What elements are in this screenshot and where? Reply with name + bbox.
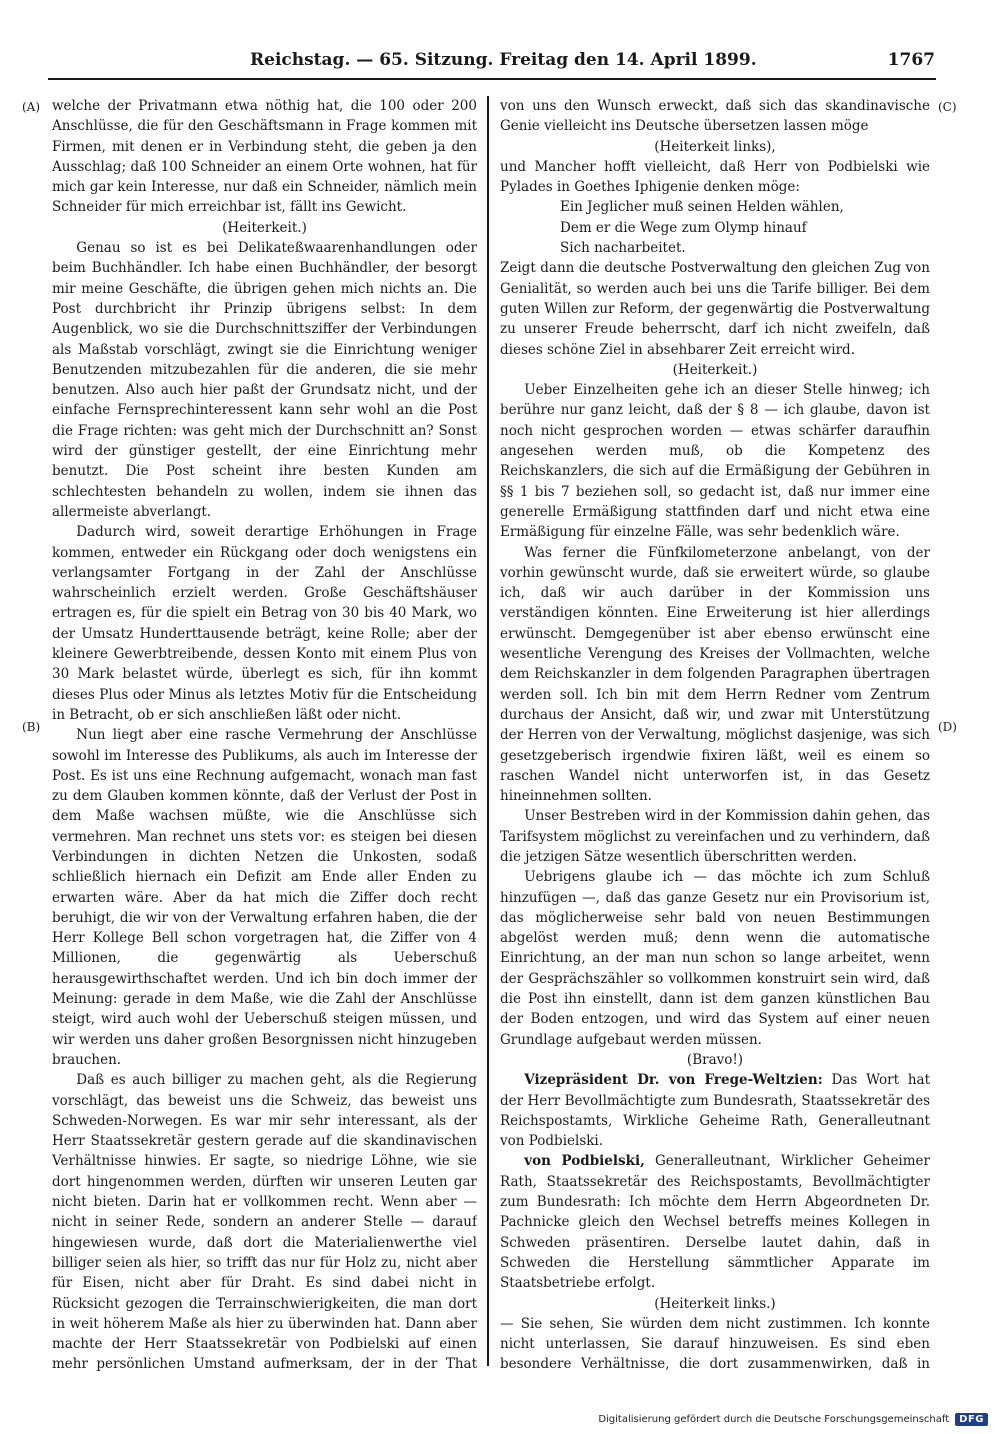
column-divider — [487, 96, 489, 1366]
paragraph: Dadurch wird, soweit derartige Erhöhungen in Frage kommen, entweder ein Rückgang oder doch wenigstens ein verlangsamter Fortgang in der Zahl der Anschlüsse wahrscheinlich erzielt werden. Große Geschäftshäuser ertragen es, für die spielt ein Betrag von 30 bis 40 Mark, wo der Umsatz Hunderttausende beträgt, keine Rolle; aber der kleinere Gewerbtreibende, dessen Konto mit einem Plus von 30 Mark belastet würde, überlegt es sich, für ihn kommt dieses Plus oder Minus als letztes Motiv für die Entscheidung in Betracht, ob er sich anschließen läßt oder nicht. — [52, 524, 477, 723]
margin-marker-a: (A) — [22, 100, 41, 114]
header-title: Reichstag. — 65. Sitzung. Freitag den 14. April 1899. — [250, 50, 757, 70]
footer-credit: Digitalisierung gefördert durch die Deutsche Forschungsgemeinschaft — [598, 1413, 950, 1425]
margin-marker-b: (B) — [22, 720, 41, 734]
stage-direction: (Heiterkeit links.) — [654, 1295, 776, 1312]
verse-line: Dem er die Wege zum Olymp hinauf — [560, 219, 807, 236]
dfg-logo: DFG — [955, 1413, 988, 1426]
paragraph: Genau so ist es bei Delikateßwaarenhandlungen oder beim Buchhändler. Ich habe einen Buchhändler, der besorgt mir meine Geschäfte, die übrigen gehen mich nichts an. Die Post durchbricht ihr Prinzip übrigens selbst: In dem Augenblick, wo sie die Durchschnittsziffer der Verbindungen als Maßstab vorschlägt, zwingt sie die Einrichtung weniger Benutzenden mitzubezahlen für die anderen, die sie mehr benutzen. Also auch hier paßt der Grundsatz nicht, und der einfache Fernsprechinteressent kann sehr wohl an die Post die Frage richten: was geht mich der Durchschnitt an? Sonst wird der günstiger gestellt, der eine Einrichtung mehr benutzt. Die Post scheint ihre besten Kunden am schlechtesten behandeln zu wollen, indem sie ihnen das allermeiste abverlangt. — [52, 240, 477, 520]
verse-line: Sich nacharbeitet. — [560, 240, 686, 257]
paragraph: Was ferner die Fünfkilometerzone anbelangt, von der vorhin gewünscht wurde, daß sie erweitert würde, so glaube ich, daß wir auch darüber in der Kommission uns verständigen könnten. Eine Erweiterung ist hier allerdings erwünscht. Demgegenüber ist aber ebenso erwünscht eine wesentliche Verengung des Kreises der Vollmachten, welche dem Reichskanzler in dem folgenden Paragraphen übertragen werden soll. Ich bin mit dem Herrn Redner vom Zentrum durchaus der Ansicht, daß wir, und zwar mit Unterstützung der Herren von der Verwaltung, möglichst dasjenige, was sich gesetzgeberisch irgendwie fixiren läßt, weil es einem so raschen Wandel nicht unterworfen ist, in das Gesetz hineinnehmen sollten. — [500, 544, 930, 805]
paragraph: Ueber Einzelheiten gehe ich an dieser Stelle hinweg; ich berühre nur ganz leicht, daß der § 8 — ich glaube, davon ist noch nicht gesprochen worden — etwas schärfer daraufhin angesehen werden muß, ob die Kompetenz des Reichskanzlers, die sich auf die Ermäßigung der Gebühren in §§ 1 bis 7 beziehen soll, so gedacht ist, daß nur immer eine generelle Ermäßigung stattfinden darf und nicht etwa eine Ermäßigung für einzelne Fälle, was sehr bedenklich wäre. — [500, 382, 930, 541]
speaker-text: Das Wort hat der Herr Bevollmächtigte zum Bundesrath, Staatssekretär des Reichspostamts, Wirkliche Geheime Rath, Generalleutnant von Podbielski. — [500, 1072, 930, 1150]
paragraph: und Mancher hofft vielleicht, daß Herr von Podbielski wie Pylades in Goethes Iphigenie denken möge: — [500, 158, 930, 196]
paragraph: Uebrigens glaube ich — das möchte ich zum Schluß hinzufügen —, daß das ganze Gesetz nur ein Provisorium ist, das möglicherweise sehr bald von neuen Bestimmungen abgelöst werden muß; denn wenn die automatische Einrichtung, an der man nun schon so lange arbeitet, wenn der Gesprächszähler so vollkommen konstruirt sein wird, daß die Post ihn einstellt, dann ist dem ganzen künstlichen Bau der Boden entzogen, und wird das System auf einer neuen Grundlage aufgebaut werden müssen. — [500, 869, 930, 1048]
right-column — [500, 96, 930, 1371]
page-number: 1767 — [887, 50, 935, 70]
page-footer — [598, 1410, 988, 1428]
page-header — [250, 50, 935, 78]
stage-direction: (Heiterkeit.) — [672, 361, 758, 378]
paragraph: Daß es auch billiger zu machen geht, als die Regierung vorschlägt, das beweist uns die Schweiz, das beweist uns Schweden-Norwegen. Es war mir sehr interessant, als der Herr Staatssekretär gestern gerade auf die skandinavischen Verhältnisse hinwies. Er sagte, so niedrige Löhne, wie sie dort hingenommen werden, dürften wir unseren Leuten gar nicht bieten. Darin hat er vollkommen recht. Wenn aber — nicht in seiner Rede, sondern an anderer Stelle — darauf hingewiesen wurde, daß dort die Materialienwerthe viel billiger seien als hier, so trifft das nur für Holz zu, nicht aber für Eisen, nicht aber für Draht. Es sind dabei nicht in Rücksicht gezogen die Terrainschwierigkeiten, die man dort in weit höherem Maße als hier zu überwinden hat. Dann aber machte der Herr Staatssekretär von Podbielski auf einen mehr persönlichen Umstand aufmerksam, der in der That — [52, 1072, 477, 1371]
left-column — [52, 96, 477, 1371]
speaker-paragraph — [500, 1151, 930, 1293]
paragraph: — Sie sehen, Sie würden dem nicht zustimmen. Ich konnte nicht unterlassen, Sie darauf hinzuweisen. Es sind eben besondere Verhältnisse, die dort zusammenwirken, daß in — [500, 1315, 930, 1371]
paragraph: Zeigt dann die deutsche Postverwaltung den gleichen Zug von Genialität, so werden auch bei uns die Tarife billiger. Bei dem guten Willen zur Reform, der gegenwärtig die Postverwaltung zu unserer Freude beherrscht, darf ich nicht zweifeln, daß dieses schöne Ziel in absehbarer Zeit erreicht wird. — [500, 260, 930, 358]
paragraph: Unser Bestreben wird in der Kommission dahin gehen, das Tarifsystem möglichst zu vereinfachen und zu verhindern, daß die jetzigen Sätze wesentlich überschritten werden. — [500, 808, 930, 865]
speaker-name: Vizepräsident Dr. von Frege-Weltzien: — [524, 1072, 823, 1089]
stage-direction: (Bravo!) — [686, 1051, 744, 1068]
margin-marker-d: (D) — [938, 720, 957, 734]
speaker-name: von Podbielski, — [524, 1153, 645, 1170]
margin-marker-c: (C) — [938, 100, 957, 114]
stage-direction: (Heiterkeit.) — [222, 219, 307, 236]
header-rule — [48, 78, 936, 80]
speaker-text: Generalleutnant, Wirklicher Geheimer Rath, Staatssekretär des Reichspostamts, Bevollmächtigter zum Bundesrath: Ich möchte dem Herrn Abgeordneten Dr. Pachnicke gleich den Wechsel betreffs meines Kollegen in Schweden präsentiren. Derselbe lautet dahin, daß in Schweden die Herstellung sämmtlicher Apparate im Staatsbetriebe erfolgt. — [500, 1153, 930, 1292]
verse-line: Ein Jeglicher muß seinen Helden wählen, — [560, 199, 844, 216]
stage-direction: (Heiterkeit links), — [654, 138, 776, 155]
paragraph: von uns den Wunsch erweckt, daß sich das skandinavische Genie vielleicht ins Deutsche übersetzen lassen möge — [500, 98, 930, 135]
speaker-paragraph — [500, 1070, 930, 1151]
paragraph: Nun liegt aber eine rasche Vermehrung der Anschlüsse sowohl im Interesse des Publikums, als auch im Interesse der Post. Es ist uns eine Rechnung aufgemacht, wonach man fast zu dem Glauben kommen könnte, daß der Verlust der Post in dem Maße wachsen müßte, wie die Anschlüsse sich vermehren. Man rechnet uns stets vor: es steigen bei diesen Verbindungen in dichten Netzen die Unkosten, sodaß schließlich hiernach ein Defizit am Ende aller Enden zu erwarten wäre. Aber da hat mich die Ziffer doch recht beruhigt, die wir von der Verwaltung erfahren haben, die der Herr Kollege Bell schon vorgetragen hat, die Ziffer von 4 Millionen, die gegenwärtig als Ueberschuß herausgewirthschaftet werden. Und ich bin doch immer der Meinung: gerade in dem Maße, wie die Zahl der Anschlüsse steigt, wird auch wohl der Ueberschuß steigen müssen, und wir werden uns daher großen Besorgnissen nicht hinzugeben brauchen. — [52, 727, 477, 1068]
paragraph: welche der Privatmann etwa nöthig hat, die 100 oder 200 Anschlüsse, die für den Geschäftsmann in Frage kommen mit Firmen, mit denen er in Verbindung steht, die geben ja den Ausschlag; daß 100 Schneider an einem Orte wohnen, hat für mich gar kein Interesse, nur daß ein Schneider, nämlich mein Schneider für mich erreichbar ist, fällt ins Gewicht. — [52, 98, 477, 216]
